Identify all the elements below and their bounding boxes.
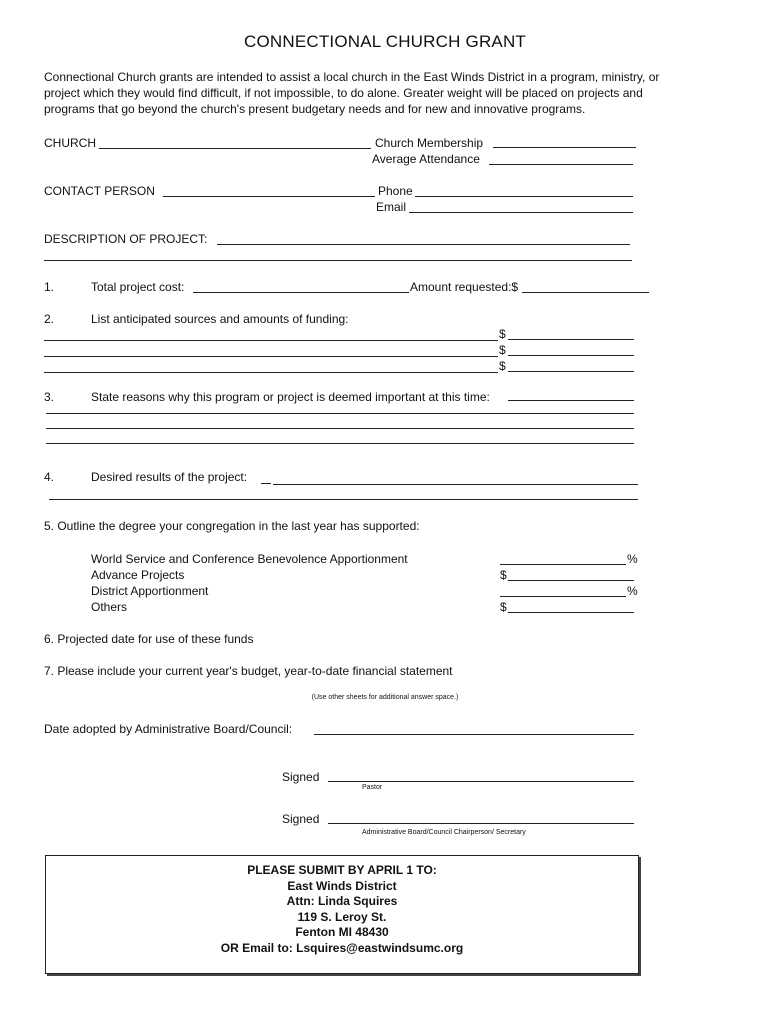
funding-amount-3[interactable] [508,371,634,372]
results-field-1[interactable] [273,484,638,485]
description-label: DESCRIPTION OF PROJECT: [44,232,208,246]
attendance-label: Average Attendance [372,152,480,166]
pastor-signature-field[interactable] [328,781,634,782]
q5-item-4-unit: $ [500,600,507,614]
amount-requested-label: Amount requested:$ [410,280,519,294]
q5-item-4-label: Others [91,600,128,614]
membership-label: Church Membership [375,136,484,150]
submit-street: 119 S. Leroy St. [297,910,387,924]
email-field[interactable] [409,212,633,213]
additional-space-note: (Use other sheets for additional answer space.) [311,694,459,701]
q5-item-2-field[interactable] [508,580,634,581]
intro-line-1: Connectional Church grants are intended to assist a local church in the East Winds District in a program, ministry, or [44,70,660,84]
phone-label: Phone [378,184,413,198]
reasons-field-4[interactable] [46,443,634,444]
submission-box [45,855,639,974]
funding-dollar-3: $ [499,359,506,373]
date-adopted-label: Date adopted by Administrative Board/Council: [44,722,293,736]
q3-number: 3. [44,390,55,404]
funding-source-3[interactable] [44,372,498,373]
q5-item-1-field[interactable] [500,564,626,565]
signed-label-1: Signed [282,770,320,784]
contact-field[interactable] [163,196,375,197]
q5-item-1-label: World Service and Conference Benevolence Apportionment [91,552,408,566]
funding-dollar-2: $ [499,343,506,357]
page-title: CONNECTIONAL CHURCH GRANT [243,32,527,51]
signed-label-2: Signed [282,812,320,826]
intro-line-2: project which they would find difficult, if not impossible, to do alone. Greater weight will be placed on projects and [44,86,643,100]
results-blank [261,483,271,484]
submit-org: East Winds District [287,879,397,893]
q6-label: 6. Projected date for use of these funds [44,632,254,646]
funding-amount-2[interactable] [508,355,634,356]
funding-source-2[interactable] [44,356,498,357]
description-field-2[interactable] [44,260,632,261]
reasons-field-3[interactable] [46,428,634,429]
pastor-caption: Pastor [362,784,383,791]
q2-number: 2. [44,312,55,326]
q5-item-1-unit: % [627,552,638,566]
q5-item-3-unit: % [627,584,638,598]
church-field[interactable] [99,148,371,149]
q5-item-3-field[interactable] [500,596,626,597]
submit-heading: PLEASE SUBMIT BY APRIL 1 TO: [247,863,437,877]
funding-amount-1[interactable] [508,339,634,340]
total-cost-field[interactable] [193,292,409,293]
q1-number: 1. [44,280,55,294]
contact-label: CONTACT PERSON [44,184,155,198]
membership-field[interactable] [493,147,636,148]
q5-item-3-label: District Apportionment [91,584,209,598]
church-label: CHURCH [44,136,96,150]
funding-dollar-1: $ [499,327,506,341]
q4-label: Desired results of the project: [91,470,248,484]
q7-label: 7. Please include your current year's budget, year-to-date financial statement [44,664,453,678]
attendance-field[interactable] [489,164,633,165]
submit-attn: Attn: Linda Squires [286,894,398,908]
submit-email-line: OR Email to: Lsquires@eastwindsumc.org [220,941,464,955]
q5-label: 5. Outline the degree your congregation in the last year has supported: [44,519,420,533]
date-adopted-field[interactable] [314,734,634,735]
amount-requested-field[interactable] [522,292,649,293]
reasons-field-1[interactable] [508,400,634,401]
description-field[interactable] [217,244,630,245]
phone-field[interactable] [415,196,633,197]
q5-item-2-label: Advance Projects [91,568,185,582]
q5-item-2-unit: $ [500,568,507,582]
q4-number: 4. [44,470,55,484]
funding-source-1[interactable] [44,340,498,341]
submit-city: Fenton MI 48430 [295,925,389,939]
q1-label: Total project cost: [91,280,185,294]
q2-label: List anticipated sources and amounts of funding: [91,312,349,326]
chair-caption: Administrative Board/Council Chairperson/ Secretary [362,829,526,836]
q3-label: State reasons why this program or project is deemed important at this time: [91,390,490,404]
results-field-2[interactable] [49,499,638,500]
chair-signature-field[interactable] [328,823,634,824]
reasons-field-2[interactable] [46,413,634,414]
intro-line-3: programs that go beyond the church's present budgetary needs and for new and innovative programs. [44,102,586,116]
email-label: Email [376,200,407,214]
q5-item-4-field[interactable] [508,612,634,613]
